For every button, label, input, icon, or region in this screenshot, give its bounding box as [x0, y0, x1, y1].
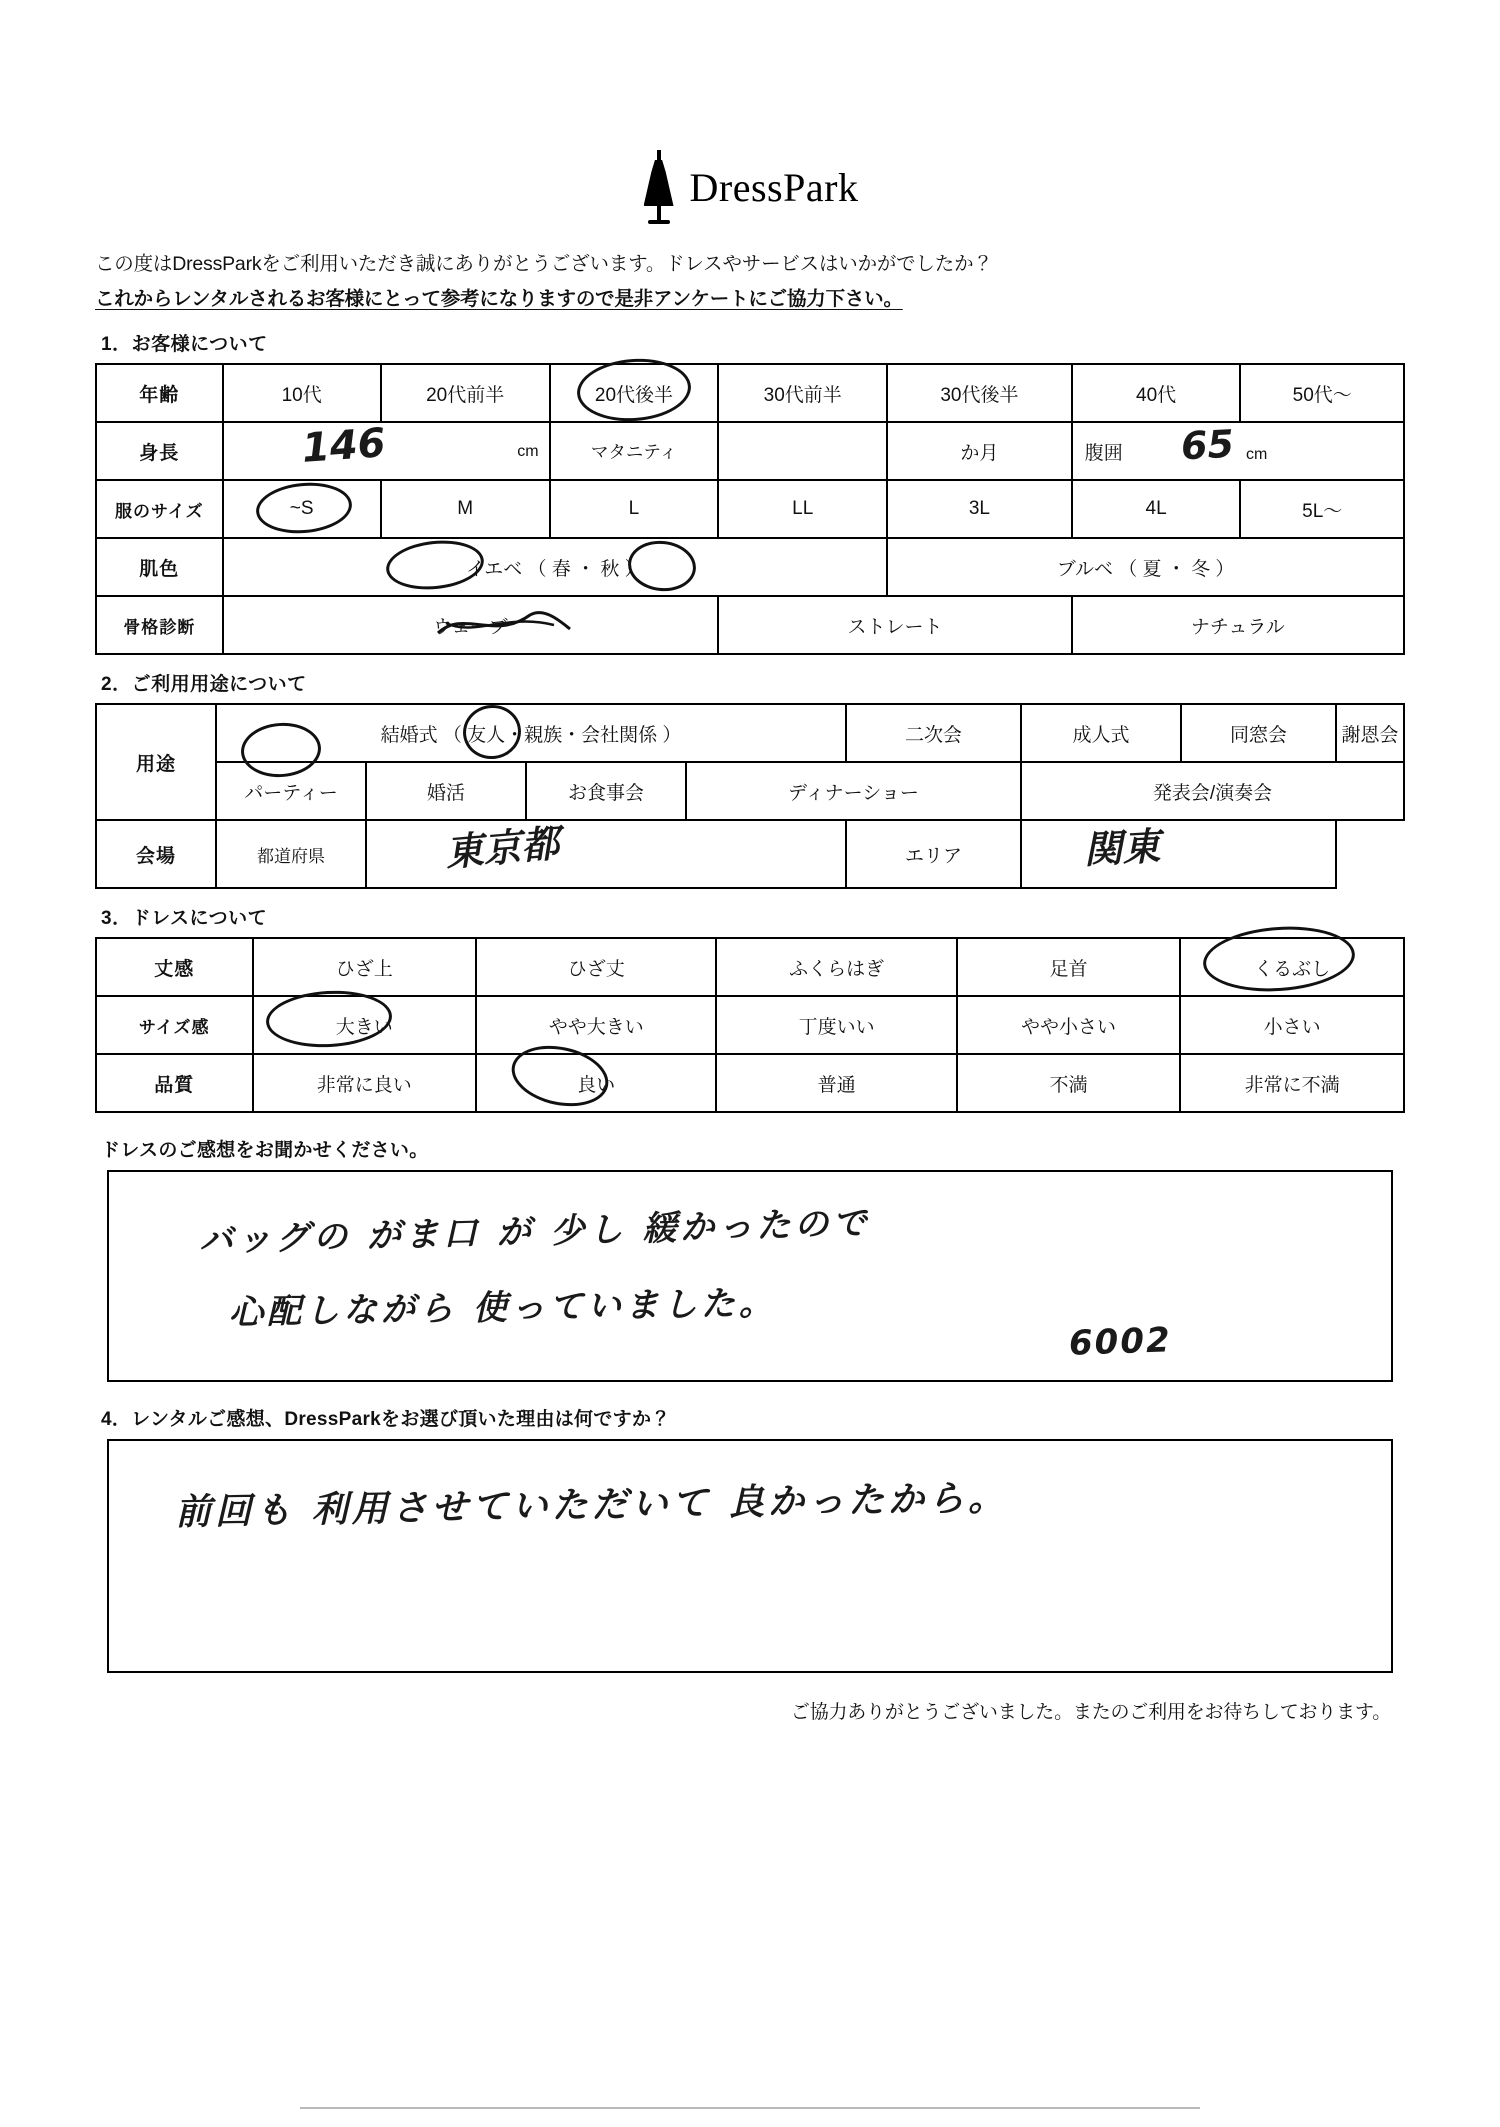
dress-comment-line-2: 心配しながら 使っていました。 [228, 1283, 778, 1334]
body-type-straight[interactable]: ストレート [718, 596, 1071, 654]
size-option-ll[interactable]: LL [718, 480, 887, 538]
size-option-5l[interactable]: 5L〜 [1240, 480, 1404, 538]
purpose-meal[interactable]: お食事会 [526, 762, 686, 820]
height-label: 身長 [96, 422, 223, 480]
table-row-purpose-2 [96, 762, 1404, 820]
size-option-s[interactable] [223, 480, 381, 538]
quality-option-good-label: 良い [577, 1074, 616, 1096]
length-label: 丈感 [96, 938, 253, 996]
intro-line-1: この度はDressParkをご利用いただき誠にありがとうございます。ドレスやサービスはいかがでしたか？ [95, 253, 993, 275]
age-option-40s[interactable]: 40代 [1072, 364, 1241, 422]
age-option-30s-early[interactable]: 30代前半 [718, 364, 887, 422]
length-option-ankle[interactable]: 足首 [957, 938, 1181, 996]
dress-comment-box[interactable] [107, 1170, 1393, 1382]
section-2-title: 2．ご利用用途について [101, 674, 307, 696]
body-type-wave[interactable] [223, 596, 719, 654]
length-option-knee[interactable]: ひざ丈 [476, 938, 716, 996]
fit-option-slightly-large[interactable]: やや大きい [476, 996, 716, 1054]
table-row-skin-tone [96, 538, 1404, 596]
reason-comment-text: 前回も 利用させていただいて 良かったから。 [174, 1477, 1009, 1534]
skin-tone-cool[interactable]: ブルベ （ 夏 ・ 冬 ） [887, 538, 1404, 596]
table-row-age [96, 364, 1404, 422]
usage-table [95, 703, 1405, 889]
size-option-3l[interactable]: 3L [887, 480, 1072, 538]
skin-tone-warm-label: イエベ （ 春 ・ 秋 ） [466, 558, 644, 580]
body-type-natural[interactable]: ナチュラル [1072, 596, 1404, 654]
length-option-above-knee[interactable]: ひざ上 [253, 938, 477, 996]
purpose-wedding[interactable] [216, 704, 846, 762]
page-bottom-rule [300, 2107, 1200, 2109]
maternity-months-label: か月 [887, 422, 1072, 480]
purpose-afterparty[interactable]: 二次会 [846, 704, 1021, 762]
skin-tone-warm[interactable] [223, 538, 888, 596]
purpose-wedding-label: 結婚式 （ 友人・親族・会社関係 ） [380, 724, 682, 746]
dress-comment-line-1: バッグの がま口 が 少し 緩かったので [198, 1203, 871, 1262]
purpose-party[interactable] [216, 762, 366, 820]
table-row-venue [96, 820, 1404, 888]
length-option-anklebone[interactable] [1180, 938, 1404, 996]
dress-comment-code: 6002 [1068, 1320, 1173, 1365]
waist-unit: cm [1245, 445, 1268, 463]
table-row-clothing-size [96, 480, 1404, 538]
height-unit: cm [517, 443, 539, 461]
length-option-anklebone-label: くるぶし [1254, 958, 1331, 980]
table-row-purpose-1 [96, 704, 1404, 762]
height-input[interactable] [223, 422, 550, 480]
quality-option-dissatisfied[interactable]: 不満 [957, 1054, 1181, 1112]
age-option-10s[interactable]: 10代 [223, 364, 381, 422]
fit-option-small[interactable]: 小さい [1180, 996, 1404, 1054]
section-1-title: 1．お客様について [101, 334, 268, 356]
fit-option-large-label: 大きい [335, 1016, 393, 1038]
size-option-l[interactable]: L [550, 480, 719, 538]
body-type-label: 骨格診断 [96, 596, 223, 654]
size-option-4l[interactable]: 4L [1072, 480, 1241, 538]
height-handwriting: 146 [300, 420, 387, 473]
footer-thanks: ご協力ありがとうございました。またのご利用をお待ちしております。 [790, 1702, 1391, 1724]
quality-option-good[interactable] [476, 1054, 716, 1112]
brand-logo [95, 150, 1405, 224]
maternity-label[interactable]: マタニティ [550, 422, 719, 480]
age-option-50s[interactable]: 50代〜 [1240, 364, 1404, 422]
survey-sheet [95, 150, 1405, 1724]
quality-option-very-good[interactable]: 非常に良い [253, 1054, 477, 1112]
dress-form-icon [642, 150, 676, 224]
prefecture-input[interactable] [366, 820, 846, 888]
age-option-20s-late-label: 20代後半 [594, 384, 674, 406]
area-label: エリア [846, 820, 1021, 888]
waist-input[interactable] [1072, 422, 1404, 480]
age-option-30s-late[interactable]: 30代後半 [887, 364, 1072, 422]
size-option-s-label: ~S [289, 498, 314, 520]
purpose-label: 用途 [96, 704, 216, 820]
dress-table [95, 937, 1405, 1113]
table-row-body-type [96, 596, 1404, 654]
fit-option-large[interactable] [253, 996, 477, 1054]
prefecture-label: 都道府県 [216, 820, 366, 888]
purpose-dinner-show[interactable]: ディナーショー [686, 762, 1021, 820]
table-row-quality [96, 1054, 1404, 1112]
brand-name: DressPark [689, 164, 859, 210]
clothing-size-label: 服のサイズ [96, 480, 223, 538]
purpose-coming-of-age[interactable]: 成人式 [1021, 704, 1181, 762]
table-row-fit [96, 996, 1404, 1054]
age-option-20s-late[interactable] [550, 364, 719, 422]
waist-handwriting: 65 [1179, 421, 1235, 469]
purpose-thanksgiving[interactable]: 謝恩会 [1336, 704, 1404, 762]
table-row-length [96, 938, 1404, 996]
purpose-party-label: パーティー [244, 782, 338, 804]
body-type-wave-label: ウェーブ [433, 616, 508, 638]
age-label: 年齢 [96, 364, 223, 422]
area-input[interactable] [1021, 820, 1336, 888]
customer-table [95, 363, 1405, 655]
waist-label: 腹囲 [1084, 442, 1123, 464]
length-option-calf[interactable]: ふくらはぎ [716, 938, 956, 996]
size-option-m[interactable]: M [381, 480, 550, 538]
purpose-matchmaking[interactable]: 婚活 [366, 762, 526, 820]
age-option-20s-early[interactable]: 20代前半 [381, 364, 550, 422]
maternity-months-input[interactable] [718, 422, 887, 480]
section-3-title: 3．ドレスについて [101, 908, 268, 930]
purpose-reunion[interactable]: 同窓会 [1181, 704, 1336, 762]
area-handwriting: 関東 [1083, 824, 1162, 873]
purpose-recital[interactable]: 発表会/演奏会 [1021, 762, 1404, 820]
table-row-height [96, 422, 1404, 480]
skin-tone-label: 肌色 [96, 538, 223, 596]
fit-label: サイズ感 [96, 996, 253, 1054]
venue-label: 会場 [96, 820, 216, 888]
prefecture-handwriting: 東京都 [443, 821, 562, 876]
quality-label: 品質 [96, 1054, 253, 1112]
fit-option-just-right[interactable]: 丁度いい [716, 996, 956, 1054]
fit-option-slightly-small[interactable]: やや小さい [957, 996, 1181, 1054]
intro-line-2: これからレンタルされるお客様にとって参考になりますので是非アンケートにご協力下さい。 [95, 288, 903, 311]
dress-comment-label: ドレスのご感想をお聞かせください。 [101, 1140, 429, 1162]
quality-option-very-dissatisfied[interactable]: 非常に不満 [1180, 1054, 1404, 1112]
reason-comment-label: 4．レンタルご感想、DressParkをお選び頂いた理由は何ですか？ [101, 1409, 671, 1431]
quality-option-normal[interactable]: 普通 [716, 1054, 956, 1112]
reason-comment-box[interactable] [107, 1439, 1393, 1673]
